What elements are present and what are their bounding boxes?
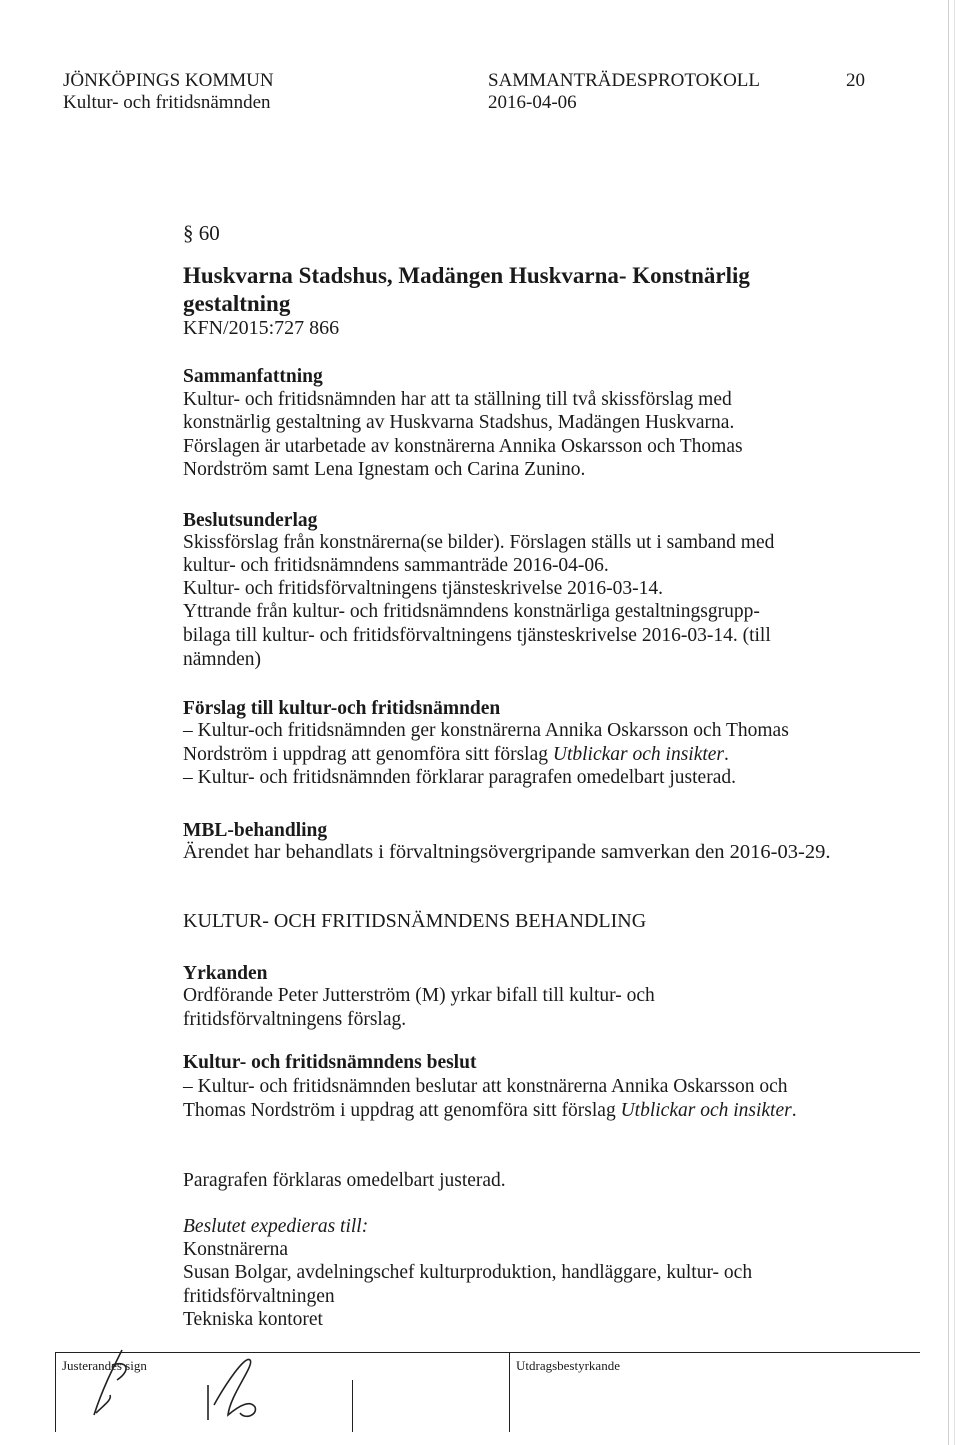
summary-line: Nordström samt Lena Ignestam och Carina Zunino.: [183, 459, 586, 480]
mbl-heading: MBL-behandling: [183, 820, 328, 841]
basis-line: Skissförslag från konstnärerna(se bilder). Förslagen ställs ut i samband med: [183, 532, 775, 553]
basis-line: kultur- och fritidsnämndens sammanträde 2016-04-06.: [183, 555, 609, 576]
distribution-line: Tekniska kontoret: [183, 1309, 323, 1330]
extract-label: Utdragsbestyrkande: [516, 1358, 620, 1373]
proposal-line2-end: .: [724, 744, 729, 765]
decision-heading: Kultur- och fritidsnämndens beslut: [183, 1052, 477, 1073]
decision-line: [183, 1098, 797, 1123]
footer-divider: [55, 1352, 56, 1432]
distribution-heading: Beslutet expedieras till:: [183, 1216, 369, 1237]
doc-type: SAMMANTRÄDESPROTOKOLL: [488, 70, 761, 91]
basis-line: Yttrande från kultur- och fritidsnämndens konstnärliga gestaltningsgrupp-: [183, 601, 760, 622]
signature-mark: [82, 1345, 152, 1425]
summary-heading: Sammanfattning: [183, 366, 323, 387]
basis-line: bilaga till kultur- och fritidsförvaltningens tjänsteskrivelse 2016-03-14. (till: [183, 625, 771, 646]
distribution-line: fritidsförvaltningen: [183, 1286, 335, 1307]
proposal-title-italic: Utblickar och insikter: [552, 744, 725, 765]
signature-mark: [200, 1345, 280, 1425]
proposal-line: – Kultur- och fritidsnämnden förklarar paragrafen omedelbart justerad.: [183, 767, 736, 788]
section-title-line2: gestaltning: [183, 291, 291, 316]
sign-label: Justerandes sign: [62, 1358, 147, 1373]
summary-line: Kultur- och fritidsnämnden har att ta ställning till två skissförslag med: [183, 389, 732, 410]
adjusted-statement: Paragrafen förklaras omedelbart justerad.: [183, 1170, 506, 1191]
basis-line: nämnden): [183, 649, 261, 670]
mbl-line: Ärendet har behandlats i förvaltningsövergripande samverkan den 2016-03-29.: [183, 841, 831, 863]
paragraph-number: § 60: [183, 221, 220, 245]
proposal-heading: Förslag till kultur-och fritidsnämnden: [183, 698, 501, 719]
case-number: KFN/2015:727 866: [183, 317, 340, 339]
basis-line: Kultur- och fritidsförvaltningens tjänsteskrivelse 2016-03-14.: [183, 578, 663, 599]
footer-divider: [509, 1352, 510, 1432]
motions-line: fritidsförvaltningens förslag.: [183, 1009, 407, 1030]
decision-line2-text: Thomas Nordström i uppdrag att genomföra sitt förslag: [183, 1100, 621, 1121]
distribution-line: Konstnärerna: [183, 1239, 289, 1260]
basis-heading: Beslutsunderlag: [183, 510, 318, 531]
decision-title-italic: Utblickar och insikter: [620, 1100, 792, 1121]
proposal-line: [183, 742, 729, 767]
proposal-line2-text: Nordström i uppdrag att genomföra sitt förslag: [183, 744, 553, 765]
summary-line: Förslagen är utarbetade av konstnärerna Annika Oskarsson och Thomas: [183, 436, 743, 457]
decision-line: – Kultur- och fritidsnämnden beslutar att konstnärerna Annika Oskarsson och: [183, 1076, 788, 1097]
summary-line: konstnärlig gestaltning av Huskvarna Stadshus, Madängen Huskvarna.: [183, 412, 735, 433]
footer-divider: [352, 1380, 353, 1432]
motions-heading: Yrkanden: [183, 963, 268, 984]
motions-line: Ordförande Peter Jutterström (M) yrkar bifall till kultur- och: [183, 985, 655, 1006]
decision-line2-end: .: [791, 1100, 797, 1121]
page-edge-line: [948, 0, 949, 1445]
page-number: 20: [846, 70, 865, 91]
distribution-line: Susan Bolgar, avdelningschef kulturproduktion, handläggare, kultur- och: [183, 1262, 753, 1283]
committee-name: Kultur- och fritidsnämnden: [63, 92, 271, 113]
footer-rule: [55, 1352, 920, 1353]
handling-heading: KULTUR- OCH FRITIDSNÄMNDENS BEHANDLING: [183, 910, 647, 932]
meeting-date: 2016-04-06: [488, 92, 577, 113]
org-name: JÖNKÖPINGS KOMMUN: [63, 70, 274, 91]
proposal-line: – Kultur-och fritidsnämnden ger konstnärerna Annika Oskarsson och Thomas: [183, 720, 789, 741]
section-title-line1: Huskvarna Stadshus, Madängen Huskvarna- Konstnärlig: [183, 263, 750, 288]
page-edge-line: [954, 0, 955, 1445]
